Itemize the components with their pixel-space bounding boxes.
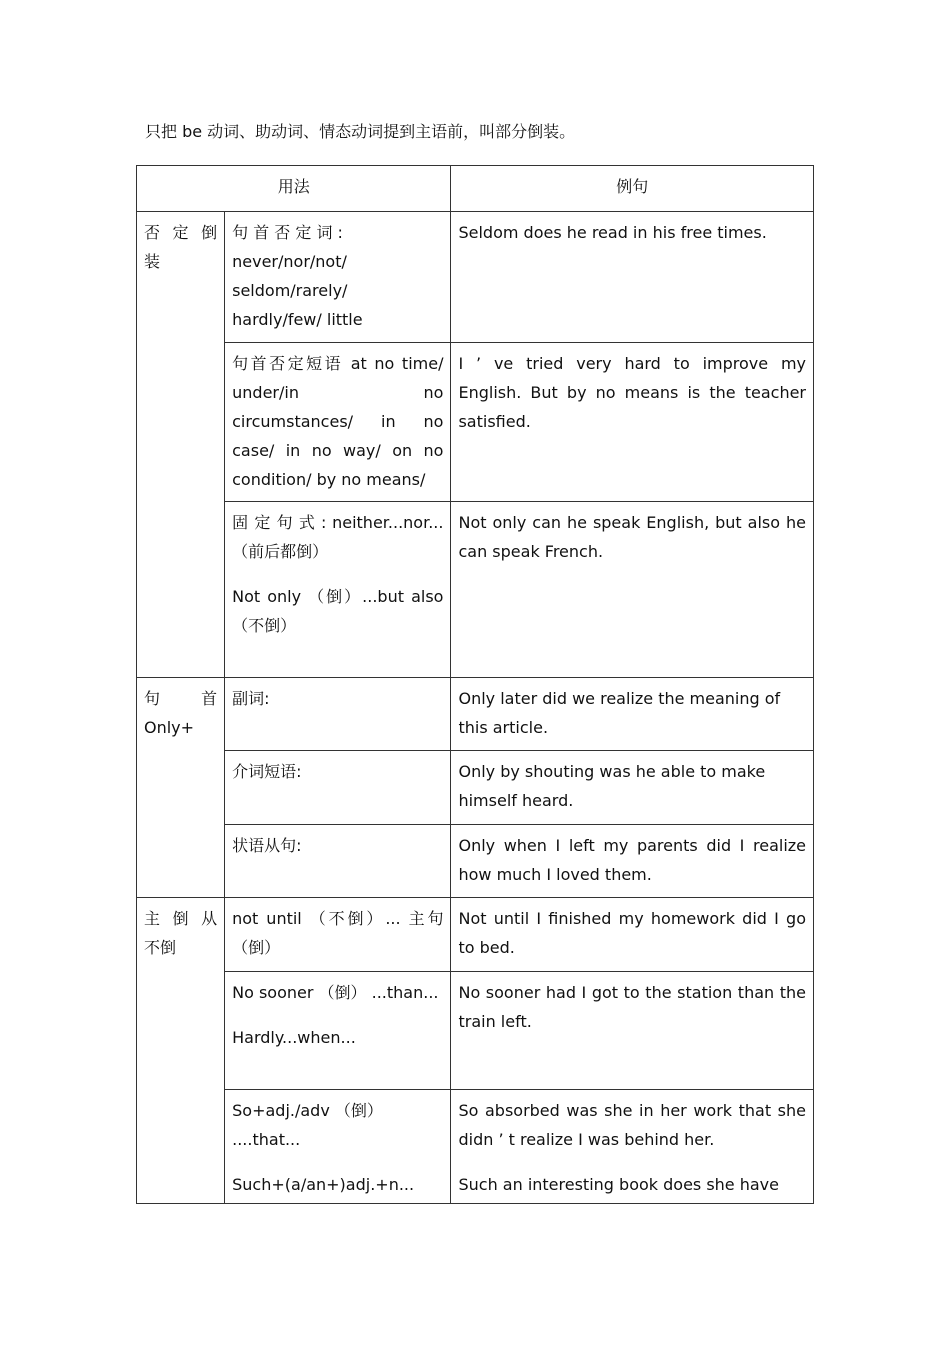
usage-cell [225,212,451,343]
table-row [137,825,814,898]
table-row [137,502,814,678]
grammar-table [136,165,814,1204]
table-row [137,212,814,343]
category-negative-inversion: 否 定 倒 装 [137,212,225,678]
table-row [137,972,814,1090]
example-cell: Not until I finished my homework did I go to bed. [451,898,814,972]
example-cell: Not only can he speak English, but also he can speak French. [451,502,814,678]
usage-line: hardly/few/ little [232,310,363,329]
example-cell: Only when I left my parents did I realize how much I loved them. [451,825,814,898]
usage-line: Such+(a/an+)adj.+n... [232,1175,415,1194]
table-row [137,1090,814,1204]
example-cell [451,1090,814,1204]
intro-text: 只把 be 动词、助动词、情态动词提到主语前，叫部分倒装。 [145,122,576,141]
header-usage: 用法 [137,166,451,212]
usage-cell [225,1090,451,1204]
usage-line: never/nor/not/ [232,252,347,271]
usage-cell [225,972,451,1090]
usage-line: So+adj./adv （倒） ....that... [232,1101,383,1149]
table-row [137,343,814,502]
usage-line: 句 首 否 定 词 : [232,223,343,242]
usage-line: Not only （倒）...but also （不倒） [232,587,444,635]
usage-line: seldom/rarely/ [232,281,348,300]
usage-line: 固 定 句 式 : neither...nor... （前后都倒） [232,513,444,561]
usage-cell: not until （不倒）... 主句（倒） [225,898,451,972]
usage-line: No sooner （倒） ...than... [232,983,439,1002]
example-cell: Only later did we realize the meaning of this article. [451,678,814,751]
usage-cell [225,502,451,678]
example-cell: I ’ ve tried very hard to improve my English. But by no means is the teacher satisfied. [451,343,814,502]
table-row [137,678,814,751]
header-example: 例句 [451,166,814,212]
table-row [137,751,814,825]
usage-cell: 介词短语: [225,751,451,825]
example-line: So absorbed was she in her work that she didn ’ t realize I was behind her. [458,1101,806,1149]
table-header-row [137,166,814,212]
usage-cell: 句首否定短语 at no time/ under/in no circumstances/ in no case/ in no way/ on no condition/ by no means/ [225,343,451,502]
usage-line: Hardly...when... [232,1028,356,1047]
example-cell: No sooner had I got to the station than the train left. [451,972,814,1090]
category-only: 句 首 Only+ [137,678,225,898]
example-cell: Seldom does he read in his free times. [451,212,814,343]
usage-cell: 状语从句: [225,825,451,898]
category-main-inverted: 主 倒 从 不倒 [137,898,225,1204]
usage-cell: 副词: [225,678,451,751]
example-cell: Only by shouting was he able to make himself heard. [451,751,814,825]
table-row [137,898,814,972]
example-line: Such an interesting book does she have [458,1175,779,1194]
